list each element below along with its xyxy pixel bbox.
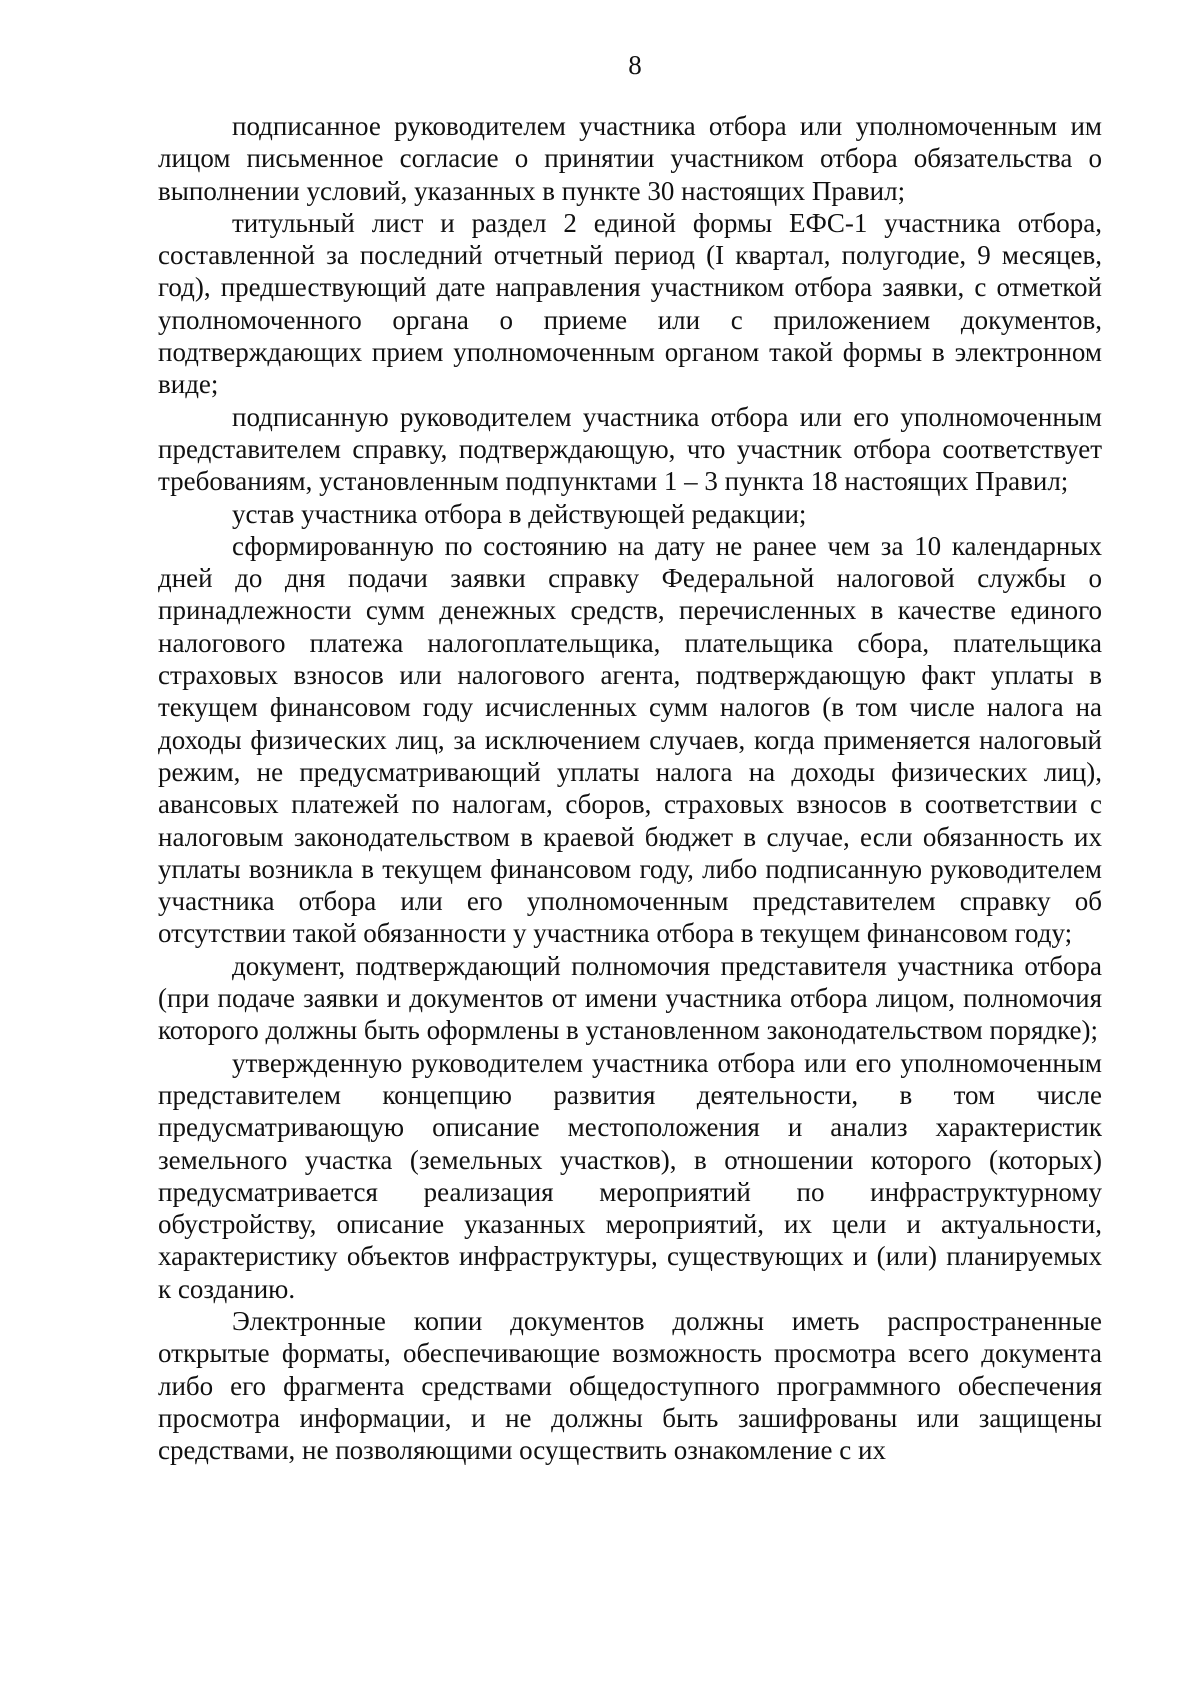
page-number: 8 [628, 50, 642, 80]
paragraph-electronic-copies: Электронные копии документов должны иметь распространенные открытые форматы, обеспечивающие возможность просмотра всего документа либо его фрагмента средствами общедоступного программного обеспечения просмотра информации, и не должны быть зашифрованы или защищены средствами, не позволяющими осуществить ознакомление с их [158, 1305, 1102, 1466]
paragraph-tax-certificate: сформированную по состоянию на дату не ранее чем за 10 календарных дней до дня подачи заявки справку Федеральной налоговой службы о принадлежности сумм денежных средств, перечисленных в качестве единого налогового платежа налогоплательщика, плательщика сбора, плательщика страховых взносов или налогового агента, подтверждающую факт уплаты в текущем финансовом году исчисленных сумм налогов (в том числе налога на доходы физических лиц, за исключением случаев, когда применяется налоговый режим, не предусматривающий уплаты налога на доходы физических лиц), авансовых платежей по налогам, сборов, страховых взносов в соответствии с налоговым законодательством в краевой бюджет в случае, если обязанность их уплаты возникла в текущем финансовом году, либо подписанную руководителем участника отбора или его уполномоченным представителем справку об отсутствии такой обязанности у участника отбора в текущем финансовом году; [158, 530, 1102, 949]
paragraph-compliance-certificate: подписанную руководителем участника отбора или его уполномоченным представителем справку, подтверждающую, что участник отбора соответствует требованиям, установленным подпунктами 1 – 3 пункта 18 настоящих Правил; [158, 401, 1102, 497]
document-body [158, 110, 1102, 1466]
paragraph-development-concept: утвержденную руководителем участника отбора или его уполномоченным представителем концепцию развития деятельности, в том числе предусматривающую описание местоположения и анализ характеристик земельного участка (земельных участков), в отношении которого (которых) предусматривается реализация мероприятий по инфраструктурному обустройству, описание указанных мероприятий, их цели и актуальности, характеристику объектов инфраструктуры, существующих и (или) планируемых к созданию. [158, 1047, 1102, 1304]
paragraph-authority-document: документ, подтверждающий полномочия представителя участника отбора (при подаче заявки и документов от имени участника отбора лицом, полномочия которого должны быть оформлены в установленном законодательством порядке); [158, 950, 1102, 1046]
paragraph-charter: устав участника отбора в действующей редакции; [232, 498, 807, 529]
paragraph-title-sheet: титульный лист и раздел 2 единой формы ЕФС-1 участника отбора, составленной за последний отчетный период (I квартал, полугодие, 9 месяцев, год), предшествующий дате направления участником отбора заявки, с отметкой уполномоченного органа о приеме или с приложением документов, подтверждающих прием уполномоченным органом такой формы в электронном виде; [158, 207, 1102, 400]
paragraph-consent: подписанное руководителем участника отбора или уполномоченным им лицом письменное согласие о принятии участником отбора обязательства о выполнении условий, указанных в пункте 30 настоящих Правил; [158, 111, 1102, 206]
